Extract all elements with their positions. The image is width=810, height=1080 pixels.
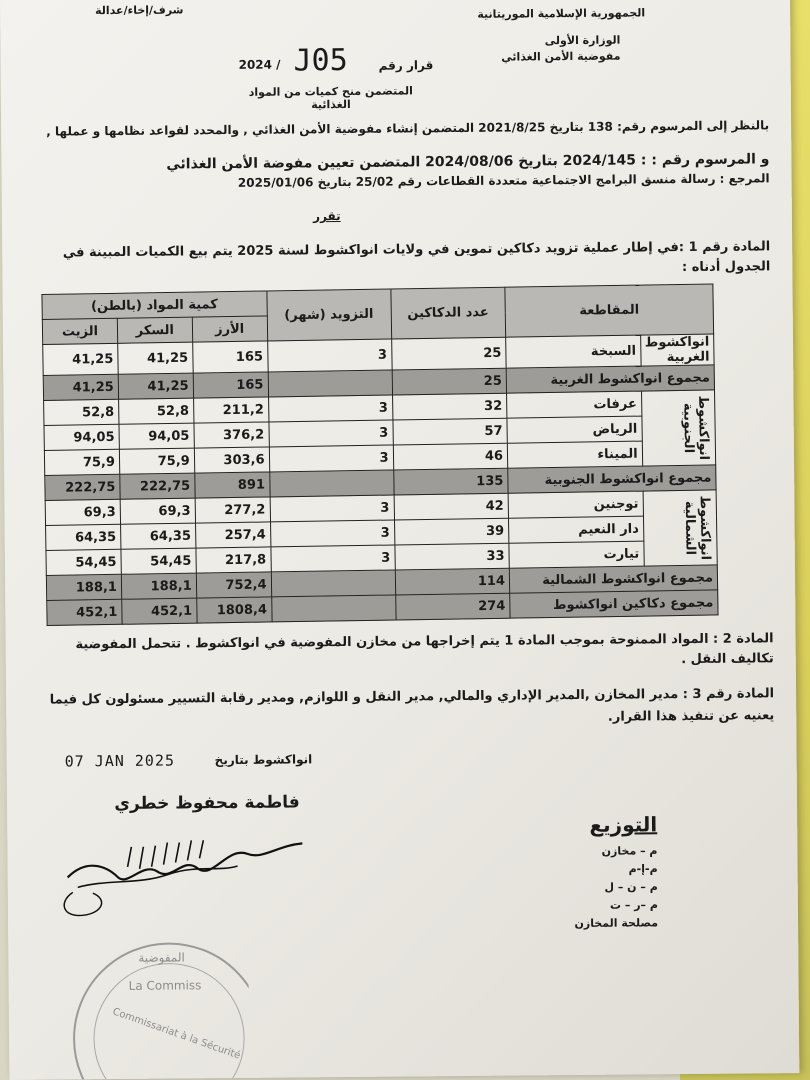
oil-cell: 64,35 (46, 524, 121, 550)
preamble-reference: المرجع : رسالة منسق البرامج الاجتماعية متعددة القطاعات رقم 25/02 بتاريخ 2025/01/06 (237, 171, 770, 190)
distribution-title: التوزيع (589, 812, 658, 837)
sugar-cell: 94,05 (119, 423, 194, 449)
rice-cell: 217,8 (196, 547, 271, 573)
subtotal-oil: 188,1 (46, 574, 121, 600)
oil-cell: 75,9 (44, 449, 119, 475)
subtotal-supply (268, 370, 392, 397)
oil-cell: 69,3 (45, 499, 120, 525)
district-cell: دار النعيم (508, 516, 643, 543)
article-3: المادة رقم 3 : مدير المخازن ,المدير الإداري والمالي, مدير النقل و اللوازم, ومدير رقابة التسيير مسئولون كل فيما يعنيه عن تنفيذ هذا القرار. (49, 686, 775, 725)
subtotal-sugar: 188,1 (121, 573, 196, 599)
district-cell: الميناء (507, 441, 642, 468)
wilaya-label: انواكشوط الجنوبية (680, 395, 712, 460)
shops-cell: 25 (391, 337, 506, 370)
oil-cell: 41,25 (43, 343, 118, 375)
handwritten-signature (47, 815, 318, 927)
subtotal-label: مجموع انواكشوط الشمالية (509, 565, 717, 593)
seal-text-rim: Commissariat à la Sécurité (111, 1006, 242, 1062)
wilaya-cell (643, 490, 718, 566)
grand-total-label: مجموع دكاكين انواكشوط (510, 590, 718, 618)
shops-cell: 32 (392, 393, 507, 420)
header-sugar: السكر (117, 317, 192, 343)
shops-cell: 39 (394, 518, 509, 545)
district-cell: توجنين (508, 491, 643, 518)
district-cell: السبخة (506, 335, 641, 368)
date-stamp: 07 JAN 2025 (64, 751, 176, 771)
subtotal-sugar: 222,75 (120, 473, 195, 499)
supply-cell: 3 (270, 520, 394, 547)
wilaya-cell (641, 390, 716, 466)
decision-label: قرار رقم (378, 58, 434, 73)
header-supply: التزويد (شهر) (266, 289, 391, 341)
grand-total-rice: 1808,4 (196, 597, 271, 623)
supply-cell: 3 (270, 545, 394, 572)
subtotal-sugar: 41,25 (118, 373, 193, 399)
subtotal-label: مجموع انواكشوط الجنوبية (508, 465, 716, 493)
rice-cell: 277,2 (195, 497, 270, 523)
subtotal-label: مجموع انواكشوط الغربية (506, 365, 714, 393)
rice-cell: 257,4 (195, 522, 270, 548)
shops-cell: 57 (393, 418, 508, 445)
commission-name: مفوضية الأمن الغذائي (501, 49, 621, 64)
subtotal-shops: 25 (392, 368, 507, 395)
republic-name: الجمهورية الإسلامية الموريتانية (477, 6, 646, 21)
preamble-decree-1: بالنظر إلى المرسوم رقم: 138 بتاريخ 2021/8/25 المتضمن إنشاء مفوضية الأمن الغذائي , والمحدد لقواعد نظامها و عملها , (46, 118, 770, 139)
supply-cell: 3 (270, 495, 394, 522)
shops-cell: 42 (394, 493, 509, 520)
decides-heading: تقرر (313, 209, 341, 224)
header-oil: الزيت (42, 318, 117, 344)
sugar-cell: 52,8 (118, 398, 193, 424)
distribution-item: مصلحة المخازن (574, 916, 659, 931)
sugar-cell: 69,3 (120, 498, 195, 524)
subtotal-rice: 752,4 (196, 572, 271, 598)
signer-name: فاطمة محفوظ خطري (114, 792, 300, 815)
subtotal-oil: 222,75 (45, 474, 120, 500)
ministry-name: الوزارة الأولى (544, 33, 621, 48)
subtotal-shops: 114 (395, 568, 510, 595)
distribution-item: م-إ-م (628, 862, 658, 876)
distribution-item: م – ن – ل (604, 880, 658, 894)
oil-cell: 54,45 (46, 549, 121, 575)
rice-cell: 376,2 (194, 422, 269, 448)
supply-cell: 3 (269, 420, 393, 447)
grand-total-supply (271, 595, 395, 622)
subtotal-oil: 41,25 (43, 374, 118, 400)
subtotal-supply (271, 570, 395, 597)
official-seal (48, 928, 249, 1080)
supply-cell: 3 (267, 339, 392, 372)
distribution-list (573, 812, 658, 933)
supply-cell: 3 (268, 395, 392, 422)
decision-year: 2024 / (238, 57, 281, 72)
dateline-city: انواكشوط بتاريخ (214, 752, 313, 768)
wilaya-label: انواكشوط الغربية (640, 334, 714, 366)
header-shops: عدد الدكاكين (390, 287, 505, 339)
oil-cell: 94,05 (44, 424, 119, 450)
grand-total-oil: 452,1 (47, 599, 122, 625)
subtotal-rice: 891 (194, 472, 269, 498)
grand-total-shops: 274 (395, 593, 510, 620)
district-cell: عرفات (507, 391, 642, 418)
supply-cell: 3 (269, 445, 393, 472)
seal-text-arabic: المفوضية (138, 950, 185, 965)
preamble-decree-2: و المرسوم رقم : : 2024/145 بتاريخ 2024/08/06 المتضمن تعيين مفوضة الأمن الغذائي (166, 151, 770, 173)
sugar-cell: 54,45 (121, 548, 196, 574)
district-cell: الرياض (507, 416, 642, 443)
subtotal-rice: 165 (193, 372, 268, 398)
shops-cell: 33 (394, 543, 509, 570)
grand-total-sugar: 452,1 (122, 598, 197, 624)
motto: شرف/إخاء/عدالة (95, 3, 184, 18)
rice-cell: 165 (192, 341, 267, 373)
decision-number: J05 (293, 42, 348, 79)
rice-cell: 303,6 (194, 447, 269, 473)
article-2: المادة 2 : المواد الممنوحة بموجب المادة 1 يتم إخراجها من مخازن المفوضية في انواكشوط . تتحمل المفوضية تكاليف النقل . (75, 631, 774, 668)
issuing-authority (501, 33, 621, 66)
seal-text-french: La Commiss (128, 978, 202, 993)
header-rice: الأرز (192, 316, 267, 342)
district-cell: تيارت (509, 541, 644, 568)
dateline (64, 750, 325, 771)
header-quantity: كمية المواد (بالطن) (42, 291, 267, 320)
subtotal-shops: 135 (393, 468, 508, 495)
distribution-item: م –ر – ت (609, 898, 658, 912)
sugar-cell: 75,9 (119, 448, 194, 474)
subtotal-supply (269, 470, 393, 497)
article-1: المادة رقم 1 :في إطار عملية تزويد دكاكين تموين في ولايات انواكشوط لسنة 2025 يتم بيع الكميات المبينة في الجدول أدناه : (62, 239, 771, 276)
sugar-cell: 41,25 (118, 342, 193, 374)
decision-number-line (238, 42, 458, 80)
sugar-cell: 64,35 (120, 523, 195, 549)
wilaya-label: انواكشوط الشمالية (681, 495, 713, 560)
quantities-table (41, 283, 718, 626)
shops-cell: 46 (393, 443, 508, 470)
rice-cell: 211,2 (193, 397, 268, 423)
oil-cell: 52,8 (44, 399, 119, 425)
decision-subject: المتضمن منح كميات من المواد الغذائية (248, 84, 413, 112)
header-district: المقاطعة (505, 284, 714, 337)
distribution-item: م – مخازن (601, 844, 658, 858)
